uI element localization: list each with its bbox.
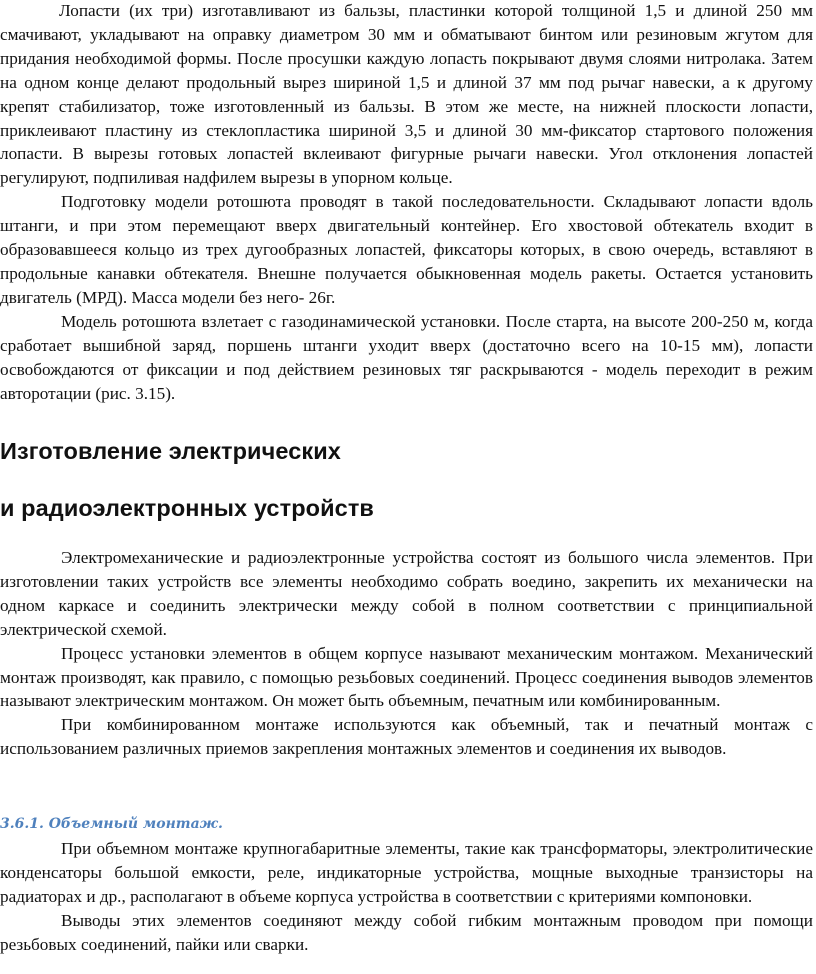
- paragraph-combined-mounting: При комбинированном монтаже используются как объемный, так и печатный монтаж с использованием различных приемов закрепления монтажных элементов и соединения их выводов.: [0, 715, 813, 759]
- text-section-top: [0, 0, 813, 405]
- paragraph-devices-intro: Электромеханические и радиоэлектронные устройства состоят из большого числа элементов. При изготовлении таких устройств все элементы необходимо собрать воедино, закрепить их механически на одном каркасе и соединить электрически между собой в полном соответствии с принципиальной электрической схемой.: [0, 548, 813, 639]
- paragraph-volume-mounting: При объемном монтаже крупногабаритные элементы, такие как трансформаторы, электролитические конденсаторы большой емкости, реле, индикаторные устройства, мощные выходные транзисторы на радиаторах и др., располагают в объеме корпуса устройства в соответствии с критериями компоновки.: [0, 839, 813, 906]
- paragraph-leads-connection: Выводы этих элементов соединяют между собой гибким монтажным проводом при помощи резьбовых соединений, пайки или сварки.: [0, 910, 813, 954]
- subsection-heading: 3.6.1. Объемный монтаж.: [0, 816, 223, 832]
- text-section-bottom: [0, 837, 813, 957]
- paragraph-blades: Лопасти (их три) изготавливают из бальзы, пластинки которой толщиной 1,5 и длиной 250 мм смачивают, укладывают на оправку диаметром 30 мм и обматывают бинтом или резиновым жгутом для придания необходимой формы. После просушки каждую лопасть покрывают двумя слоями нитролака. Затем на одном конце делают продольный вырез шириной 1,5 и длиной 37 мм под рычаг навески, а к другому крепят стабилизатор, тоже изготовленный из бальзы. В этом же месте, на нижней плоскости лопасти, приклеивают пластину из стеклопластика шириной 3,5 и длиной 30 мм-фиксатор стартового положения лопасти. В вырезы готовых лопастей вклеивают фигурные рычаги навески. Угол отклонения лопастей регулируют, подпиливая надфилем вырезы в упорном кольце.: [0, 1, 813, 188]
- paragraph-launch: Модель ротошюта взлетает с газодинамической установки. После старта, на высоте 200-250 м, когда сработает вышибной заряд, поршень штанги уходит вверх (достаточно всего на 10-15 мм), лопасти освобождаются от фиксации и под действием резиновых тяг раскрываются - модель переходит в режим авторотации (рис. 3.15).: [0, 311, 813, 403]
- text-section-middle: [0, 546, 813, 761]
- section-heading-line-2: и радиоэлектронных устройств: [0, 495, 374, 521]
- paragraph-preparation: Подготовку модели ротошюта проводят в такой последовательности. Складывают лопасти вдоль штанги, и при этом перемещают вверх двигательный контейнер. Его хвостовой обтекатель входит в образовавшееся кольцо из трех дугообразных лопастей, фиксаторы которых, в свою очередь, вставляют в продольные канавки обтекателя. Внешне получается обыкновенная модель ракеты. Остается установить двигатель (МРД). Масса модели без него- 26г.: [0, 192, 813, 307]
- paragraph-mechanical-mounting: Процесс установки элементов в общем корпусе называют механическим монтажом. Механический монтаж производят, как правило, с помощью резьбовых соединений. Процесс соединения выводов элементов называют электрическим монтажом. Он может быть объемным, печатным или комбинированным.: [0, 643, 813, 711]
- section-heading-line-1: Изготовление электрических: [0, 438, 341, 464]
